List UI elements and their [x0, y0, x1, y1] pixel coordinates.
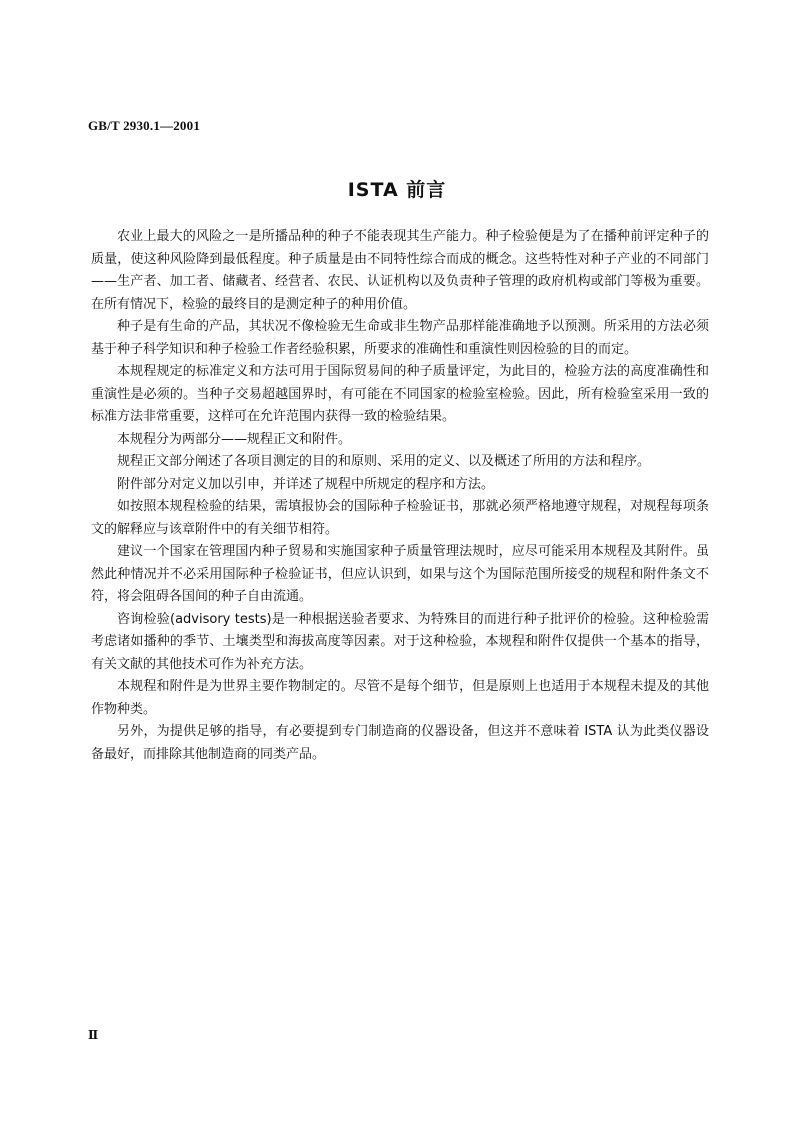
preface-body [91, 226, 709, 766]
page-number: Ⅱ [88, 1028, 99, 1042]
paragraph: 另外，为提供足够的指导，有必要提到专门制造商的仪器设备，但这并不意味着 ISTA 认为此类仪器设备最好，而排除其他制造商的同类产品。 [91, 724, 709, 762]
paragraph: 建议一个国家在管理国内种子贸易和实施国家种子质量管理法规时，应尽可能采用本规程及其附件。虽然此种情况并不必采用国际种子检验证书，但应认识到，如果与这个为国际范围所接受的规程和附件条文不符，将会阻碍各国间的种子自由流通。 [91, 544, 709, 604]
paragraph: 如按照本规程检验的结果，需填报协会的国际种子检验证书，那就必须严格地遵守规程，对规程每项条文的解释应与该章附件中的有关细节相符。 [91, 499, 709, 537]
standard-code: GB/T 2930.1—2001 [88, 118, 201, 133]
paragraph: 规程正文部分阐述了各项目测定的目的和原则、采用的定义、以及概述了所用的方法和程序。 [117, 454, 651, 469]
paragraph: 附件部分对定义加以引申，并详述了规程中所规定的程序和方法。 [117, 476, 495, 492]
paragraph: 农业上最大的风险之一是所播品种的种子不能表现其生产能力。种子检验便是为了在播种前评定种子的质量，使这种风险降到最低程度。种子质量是由不同特性综合而成的概念。这些特性对种子产业的不同部门——生产者、加工者、储藏者、经营者、农民、认证机构以及负责种子管理的政府机构或部门等极为重要。在所有情况下，检验的最终目的是测定种子的种用价值。 [91, 229, 709, 312]
paragraph: 本规程和附件是为世界主要作物制定的。尽管不是每个细节，但是原则上也适用于本规程未提及的其他作物种类。 [91, 679, 709, 717]
paragraph: 本规程分为两部分——规程正文和附件。 [117, 431, 352, 447]
paragraph: 本规程规定的标准定义和方法可用于国际贸易间的种子质量评定，为此目的，检验方法的高度准确性和重演性是必须的。当种子交易超越国界时，有可能在不同国家的检验室检验。因此，所有检验室采用一致的标准方法非常重要，这样可在允许范围内获得一致的检验结果。 [91, 364, 709, 424]
page-title: ISTA 前言 [347, 179, 447, 201]
paragraph: 咨询检验(advisory tests)是一种根据送验者要求、为特殊目的而进行种子批评价的检验。这种检验需考虑诸如播种的季节、土壤类型和海拔高度等因素。对于这种检验，本规程和附件仅提供一个基本的指导，有关文献的其他技术可作为补充方法。 [91, 611, 709, 672]
paragraph: 种子是有生命的产品，其状况不像检验无生命或非生物产品那样能准确地予以预测。所采用的方法必须基于种子科学知识和种子检验工作者经验积累，所要求的准确性和重演性则因检验的目的而定。 [91, 319, 709, 357]
